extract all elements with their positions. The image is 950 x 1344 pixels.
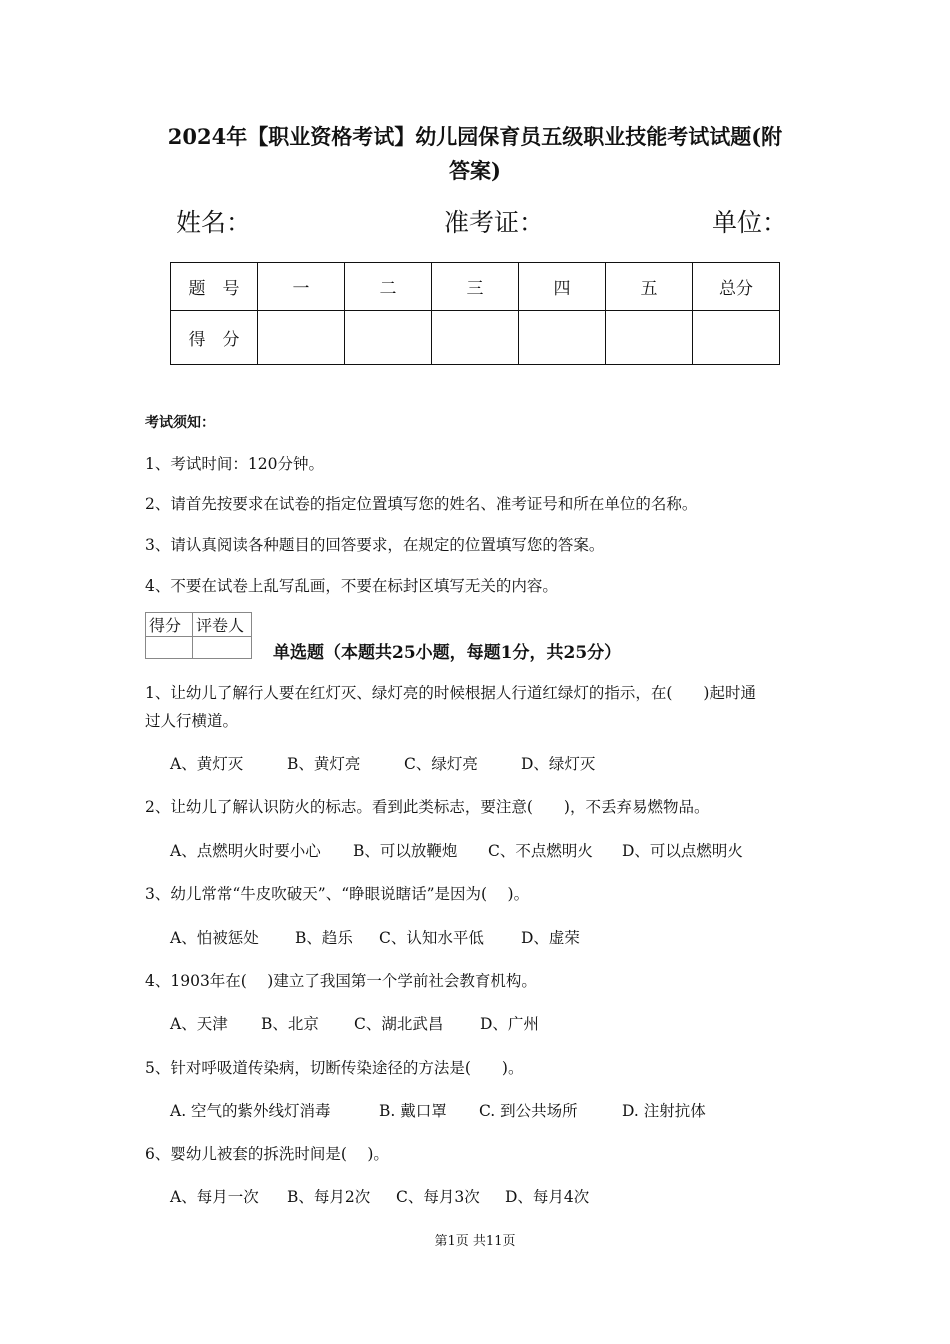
option-b[interactable]: B、黄灯亮 bbox=[287, 755, 361, 773]
grader-table bbox=[145, 612, 252, 659]
question-stem: 4、1903年在( )建立了我国第一个学前社会教育机构。 bbox=[145, 972, 537, 990]
score-table-col-5: 五 bbox=[606, 263, 693, 311]
option-a[interactable]: A、黄灯灭 bbox=[170, 755, 244, 773]
option-b[interactable]: B、北京 bbox=[261, 1015, 319, 1033]
option-b[interactable]: B、可以放鞭炮 bbox=[353, 842, 458, 860]
question-stem: 5、针对呼吸道传染病，切断传染途径的方法是( )。 bbox=[145, 1059, 524, 1077]
notice-item: 3、请认真阅读各种题目的回答要求，在规定的位置填写您的答案。 bbox=[145, 536, 605, 554]
option-b[interactable]: B、每月2次 bbox=[287, 1188, 371, 1206]
question-stem: 1、让幼儿了解行人要在红灯灭、绿灯亮的时候根据人行道红绿灯的指示，在( )起时通 bbox=[145, 684, 756, 702]
option-d[interactable]: D、每月4次 bbox=[505, 1188, 590, 1206]
option-c[interactable]: C、绿灯亮 bbox=[404, 755, 478, 773]
score-cell[interactable] bbox=[258, 311, 345, 365]
grader-score-label: 得分 bbox=[146, 613, 193, 637]
option-c[interactable]: C、认知水平低 bbox=[379, 929, 484, 947]
notice-item: 4、不要在试卷上乱写乱画，不要在标封区填写无关的内容。 bbox=[145, 577, 558, 595]
section-title: 单选题（本题共25小题，每题1分，共25分） bbox=[273, 643, 622, 663]
exam-id-field-label: 准考证： bbox=[444, 208, 545, 237]
option-c[interactable]: C、不点燃明火 bbox=[488, 842, 593, 860]
option-d[interactable]: D. 注射抗体 bbox=[622, 1102, 706, 1120]
score-cell[interactable] bbox=[432, 311, 519, 365]
page-title-line1: 2024年【职业资格考试】幼儿园保育员五级职业技能考试试题(附 bbox=[167, 124, 783, 149]
option-d[interactable]: D、可以点燃明火 bbox=[622, 842, 743, 860]
score-table-col-2: 二 bbox=[345, 263, 432, 311]
question-stem: 2、让幼儿了解认识防火的标志。看到此类标志，要注意( )，不丢弃易燃物品。 bbox=[145, 798, 710, 816]
grader-name-label: 评卷人 bbox=[193, 613, 252, 637]
option-a[interactable]: A、每月一次 bbox=[170, 1188, 259, 1206]
score-table-header-label: 题 号 bbox=[171, 263, 258, 311]
option-a[interactable]: A、怕被惩处 bbox=[170, 929, 259, 947]
option-d[interactable]: D、广州 bbox=[480, 1015, 539, 1033]
question-stem-cont: 过人行横道。 bbox=[145, 712, 239, 730]
option-d[interactable]: D、虚荣 bbox=[521, 929, 580, 947]
grader-name-cell[interactable] bbox=[193, 637, 252, 659]
option-a[interactable]: A、点燃明火时要小心 bbox=[170, 842, 321, 860]
grader-score-cell[interactable] bbox=[146, 637, 193, 659]
score-cell[interactable] bbox=[345, 311, 432, 365]
score-cell[interactable] bbox=[519, 311, 606, 365]
name-field-label: 姓名： bbox=[176, 208, 252, 237]
option-c[interactable]: C、每月3次 bbox=[396, 1188, 480, 1206]
notice-heading: 考试须知： bbox=[145, 415, 215, 431]
notice-item: 1、考试时间：120分钟。 bbox=[145, 455, 324, 473]
option-d[interactable]: D、绿灯灭 bbox=[521, 755, 596, 773]
score-table-col-total: 总分 bbox=[693, 263, 780, 311]
score-table-score-label: 得 分 bbox=[171, 311, 258, 365]
question-stem: 3、幼儿常常“牛皮吹破天”、“睁眼说瞎话”是因为( )。 bbox=[145, 885, 530, 903]
option-c[interactable]: C、湖北武昌 bbox=[354, 1015, 444, 1033]
option-c[interactable]: C. 到公共场所 bbox=[479, 1102, 578, 1120]
page-title-line2: 答案) bbox=[449, 158, 501, 183]
unit-field-label: 单位： bbox=[712, 208, 788, 237]
score-cell[interactable] bbox=[693, 311, 780, 365]
option-b[interactable]: B. 戴口罩 bbox=[379, 1102, 447, 1120]
question-stem: 6、婴幼儿被套的拆洗时间是( )。 bbox=[145, 1145, 389, 1163]
score-table bbox=[170, 262, 780, 365]
score-table-col-4: 四 bbox=[519, 263, 606, 311]
score-table-col-3: 三 bbox=[432, 263, 519, 311]
score-table-col-1: 一 bbox=[258, 263, 345, 311]
option-b[interactable]: B、趋乐 bbox=[295, 929, 353, 947]
option-a[interactable]: A、天津 bbox=[170, 1015, 228, 1033]
score-cell[interactable] bbox=[606, 311, 693, 365]
page-footer: 第1页 共11页 bbox=[434, 1234, 516, 1249]
notice-item: 2、请首先按要求在试卷的指定位置填写您的姓名、准考证号和所在单位的名称。 bbox=[145, 495, 698, 513]
option-a[interactable]: A. 空气的紫外线灯消毒 bbox=[170, 1102, 331, 1120]
